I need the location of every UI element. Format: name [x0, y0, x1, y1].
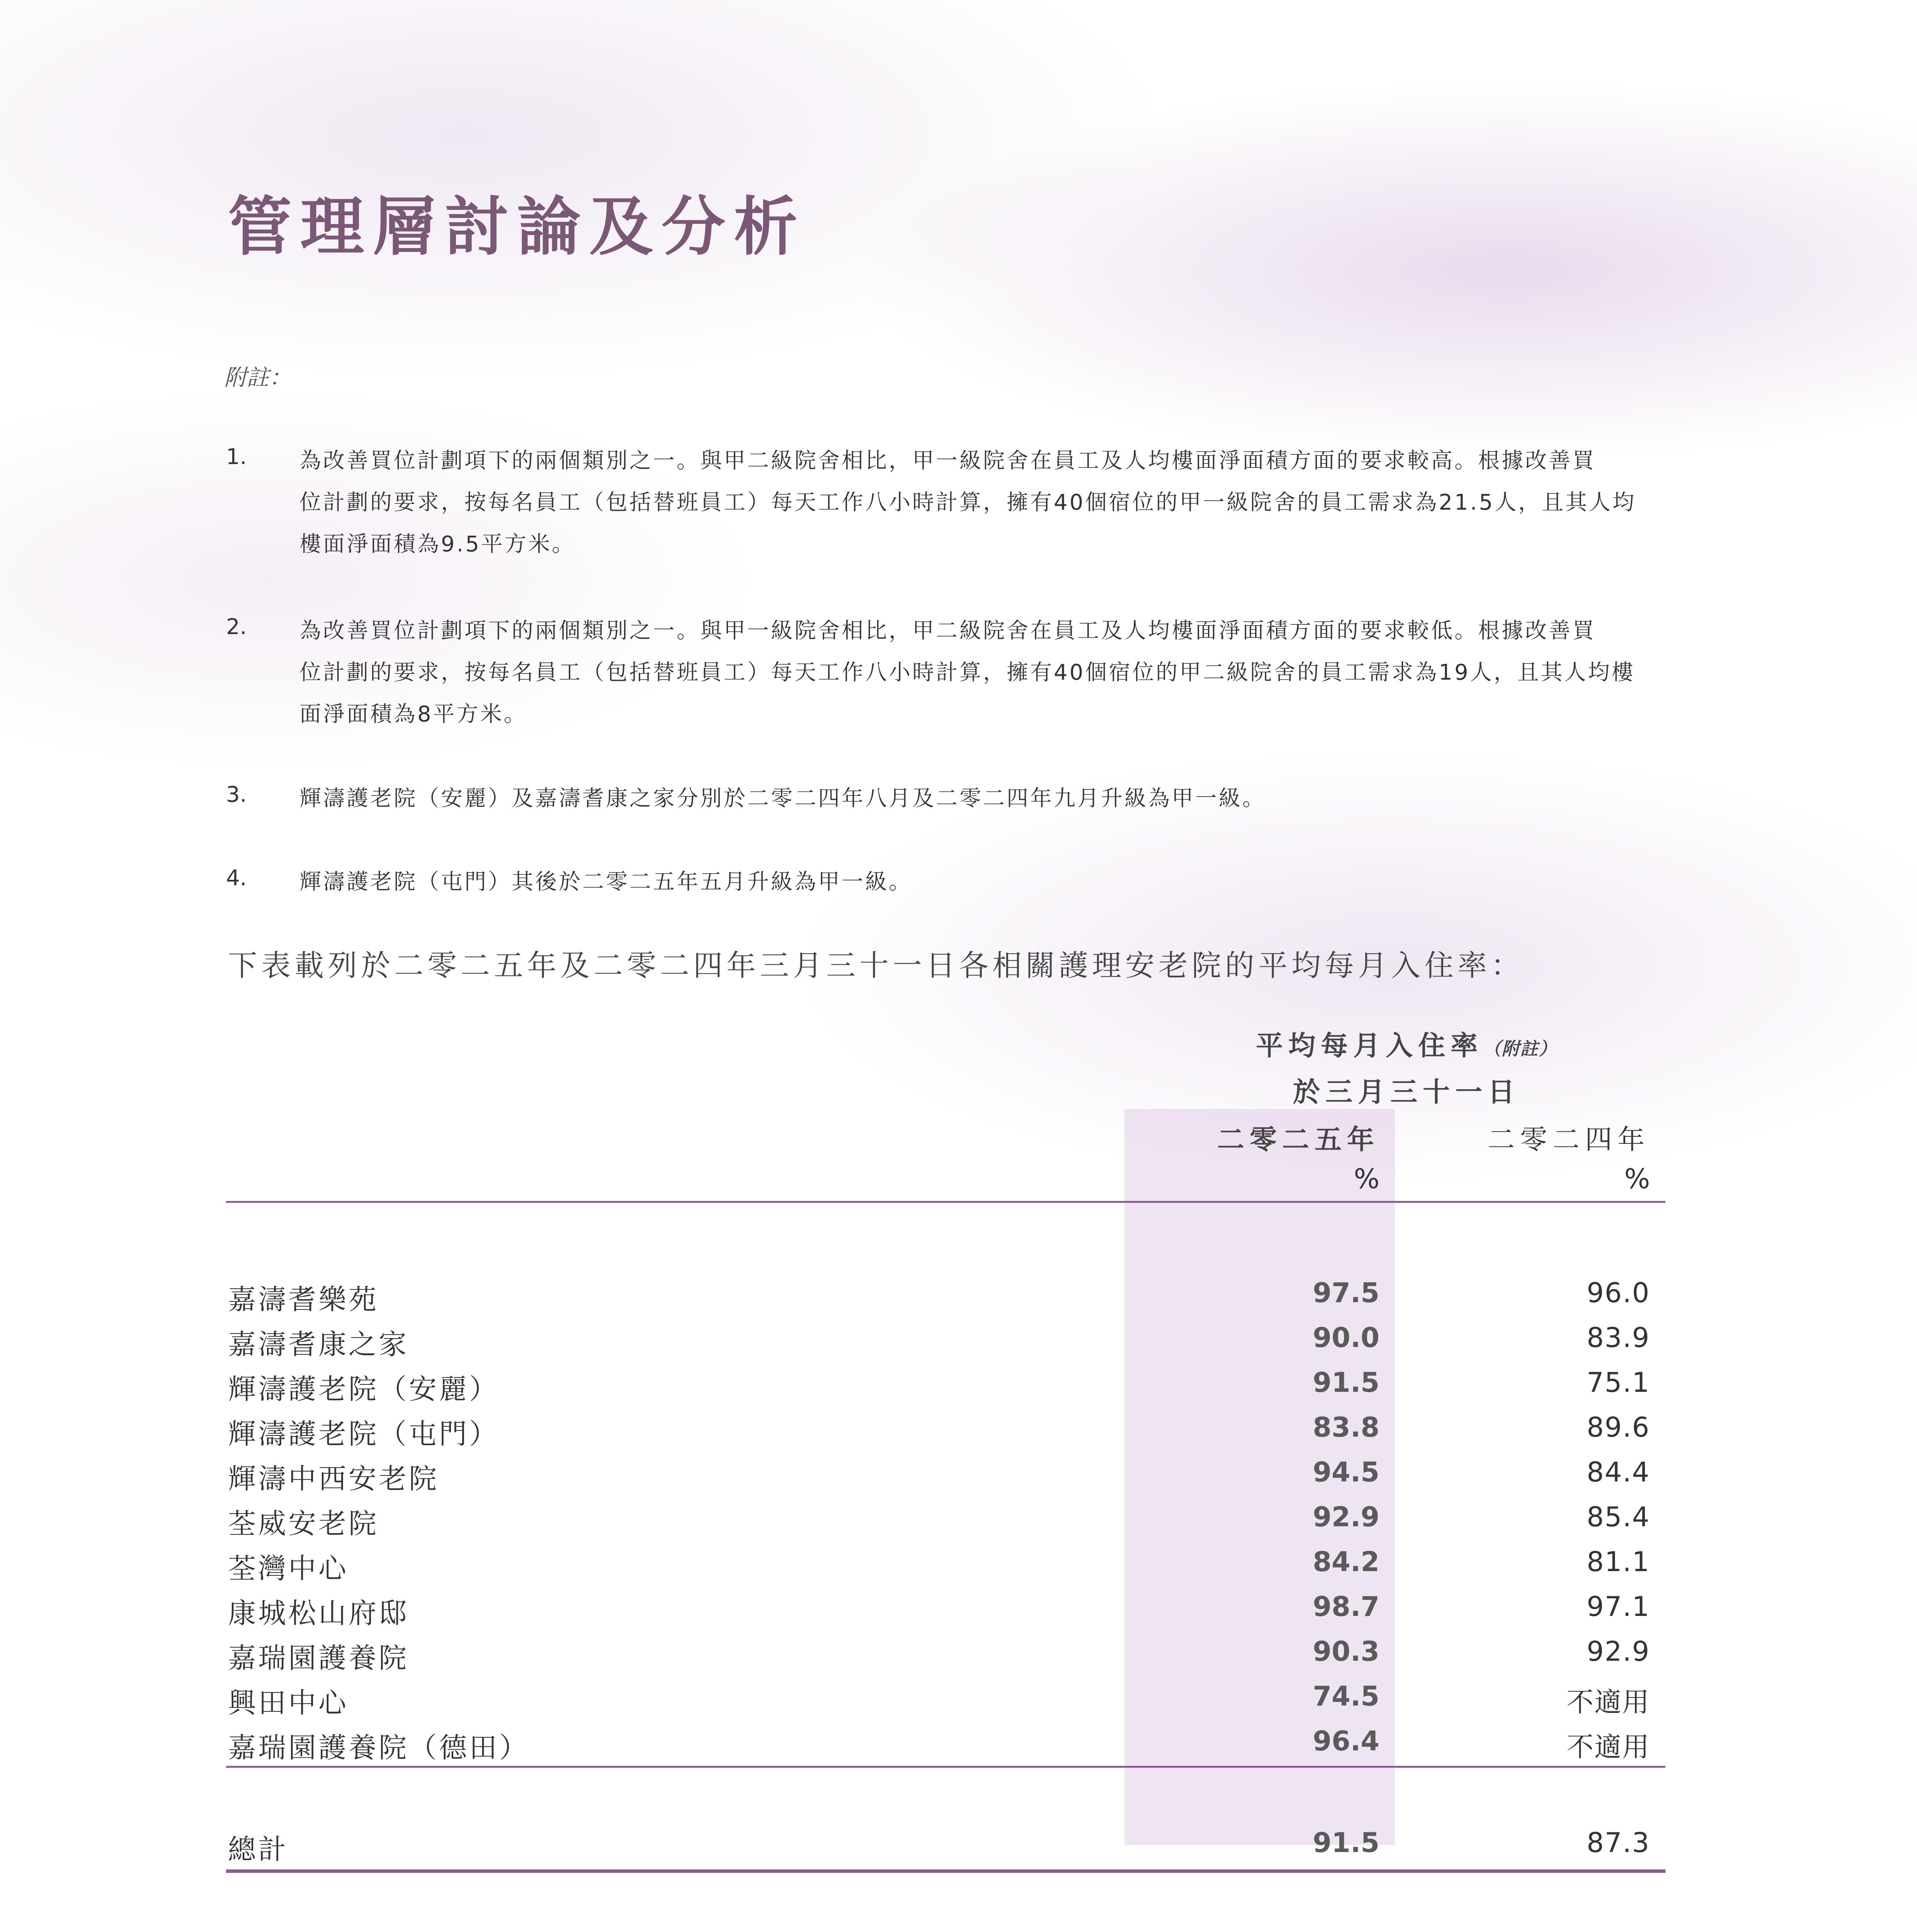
value-2025: 94.5 [1313, 1456, 1379, 1488]
table-subtotal-rule [226, 1766, 1665, 1768]
page-title: 管理層討論及分析 [228, 190, 806, 264]
note-line: 輝濤護老院（屯門）其後於二零二五年五月升級為甲一級。 [299, 869, 912, 895]
value-2025: 90.0 [1313, 1322, 1379, 1354]
row-label: 嘉濤耆康之家 [228, 1328, 409, 1361]
value-2025: 74.5 [1313, 1680, 1379, 1712]
note-line: 為改善買位計劃項下的兩個類別之一。與甲一級院舍相比，甲二級院舍在員工及人均樓面淨面積方面的要求較低。根據改善買 [299, 618, 1596, 643]
column-header-2024: 二零二四年 [1488, 1124, 1650, 1155]
note-line: 位計劃的要求，按每名員工（包括替班員工）每天工作八小時計算，擁有40個宿位的甲二級院舍的員工需求為19人，且其人均樓 [299, 660, 1635, 685]
row-label: 康城松山府邸 [228, 1597, 409, 1629]
row-label: 輝濤護老院（屯門） [228, 1418, 500, 1450]
note-number: 1. [226, 444, 247, 469]
note-number: 4. [226, 866, 247, 891]
header-note: （附註） [1483, 1038, 1557, 1059]
value-2024: 75.1 [1587, 1367, 1650, 1398]
value-2025: 96.4 [1313, 1725, 1379, 1757]
value-2025: 91.5 [1313, 1367, 1379, 1398]
value-2025: 84.2 [1313, 1546, 1379, 1578]
column-header-2025: 二零二五年 [1217, 1124, 1379, 1155]
unit-2025: % [1354, 1163, 1379, 1195]
table-total-rule [226, 1869, 1665, 1873]
note-line: 輝濤護老院（安麗）及嘉濤耆康之家分別於二零二四年八月及二零二四年九月升級為甲一級。 [299, 786, 1266, 811]
note-line: 面淨面積為8平方米。 [299, 702, 527, 727]
value-2025: 92.9 [1313, 1501, 1379, 1533]
row-label: 荃灣中心 [228, 1552, 349, 1585]
row-label: 嘉瑞園護養院（德田） [228, 1731, 530, 1764]
note-line: 為改善買位計劃項下的兩個類別之一。與甲二級院舍相比，甲一級院舍在員工及人均樓面淨面積方面的要求較高。根據改善買 [299, 448, 1596, 473]
value-2025: 90.3 [1313, 1636, 1379, 1667]
value-2024: 84.4 [1587, 1456, 1650, 1488]
note-number: 2. [226, 614, 247, 639]
value-2024: 97.1 [1587, 1591, 1650, 1622]
value-2024: 81.1 [1587, 1546, 1650, 1578]
notes-heading: 附註： [224, 364, 292, 391]
note-line: 位計劃的要求，按每名員工（包括替班員工）每天工作八小時計算，擁有40個宿位的甲一級院舍的員工需求為21.5人，且其人均 [299, 490, 1636, 515]
note-number: 3. [226, 782, 247, 807]
total-2024: 87.3 [1587, 1827, 1650, 1859]
row-label: 荃威安老院 [228, 1507, 379, 1540]
note-line: 樓面淨面積為9.5平方米。 [299, 532, 576, 557]
value-2025: 83.8 [1313, 1412, 1379, 1443]
value-2024: 89.6 [1587, 1412, 1650, 1443]
value-2024: 不適用 [1567, 1686, 1650, 1718]
value-2024: 83.9 [1587, 1322, 1650, 1354]
unit-2024: % [1624, 1163, 1650, 1195]
value-2024: 不適用 [1567, 1731, 1650, 1763]
table-header-rule [226, 1201, 1665, 1203]
table-header-main: 平均每月入住率（附註） [1256, 1030, 1557, 1061]
row-label: 嘉瑞園護養院 [228, 1642, 409, 1674]
row-label: 輝濤中西安老院 [228, 1463, 439, 1495]
total-label: 總計 [228, 1833, 289, 1866]
row-label: 輝濤護老院（安麗） [228, 1373, 500, 1405]
value-2025: 98.7 [1313, 1591, 1379, 1622]
value-2025: 97.5 [1313, 1277, 1379, 1309]
row-label: 興田中心 [228, 1687, 349, 1719]
table-intro: 下表載列於二零二五年及二零二四年三月三十一日各相關護理安老院的平均每月入住率： [228, 948, 1524, 983]
total-2025: 91.5 [1313, 1827, 1379, 1859]
row-label: 嘉濤耆樂苑 [228, 1283, 379, 1316]
table-header-date: 於三月三十一日 [1293, 1076, 1520, 1108]
value-2024: 85.4 [1587, 1501, 1650, 1533]
value-2024: 96.0 [1587, 1277, 1650, 1309]
footnote-heading [224, 1928, 291, 1932]
value-2024: 92.9 [1587, 1636, 1650, 1667]
